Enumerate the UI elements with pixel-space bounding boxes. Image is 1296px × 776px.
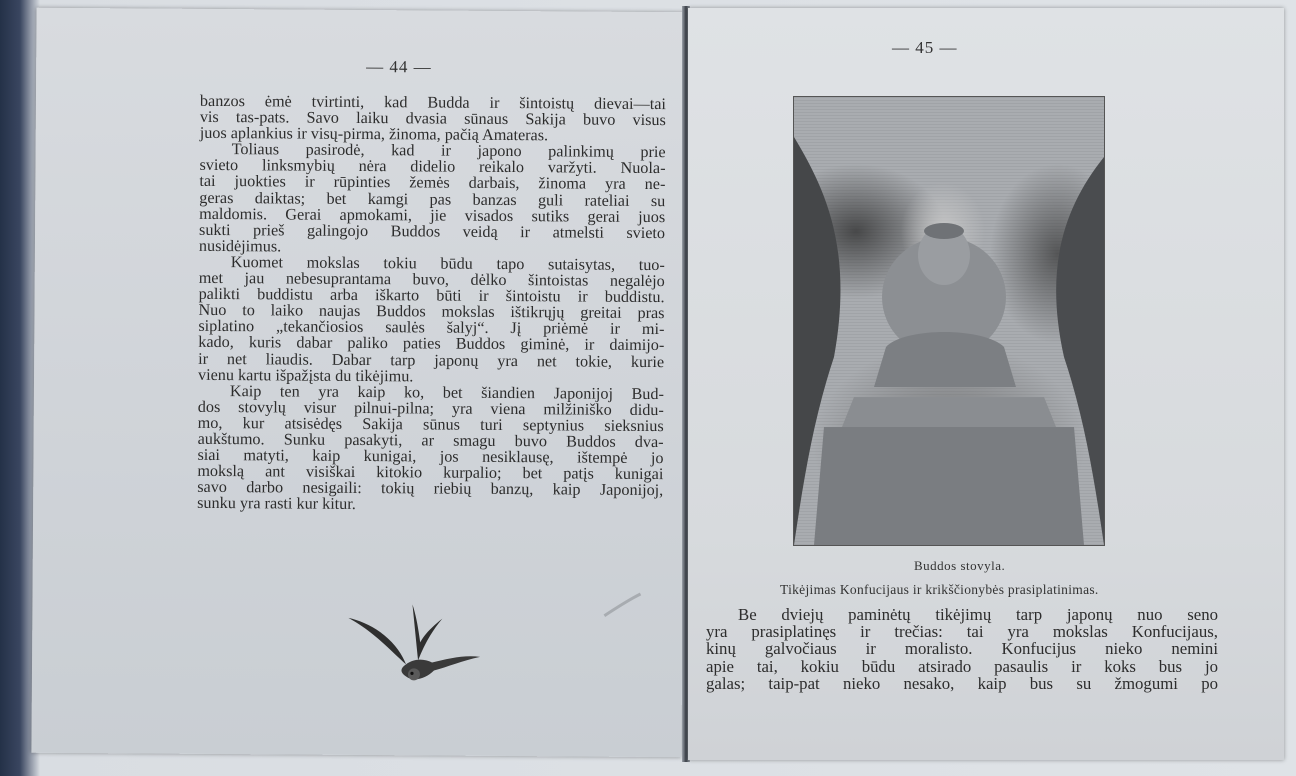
figure-caption: Buddos stovyla.	[914, 558, 1006, 573]
text-line: sukti prieš galingojo Buddos veidą ir atmelsti svieto	[199, 220, 666, 242]
right-page-body	[706, 606, 1218, 692]
text-line: yra prasiplatinęs ir trečias: tai yra mokslas Konfucijaus,	[706, 622, 1218, 642]
text-line: kado, kuris dabar paliko paties Buddos giminė, ir daimijo-	[198, 333, 665, 355]
text-line: banzos ėmė tvirtinti, kad Budda ir šintoistų dievai—tai	[199, 91, 667, 114]
right-page	[688, 8, 1284, 760]
buddha-statue-illustration	[793, 96, 1105, 546]
text-line: Be dviejų paminėtų tikėjimų tarp japonų nuo seno	[738, 605, 1218, 624]
text-line: svieto linksmybių nėra didelio reikalo varžyti. Nuola-	[199, 156, 666, 178]
text-line: mokslą ant visiškai kitokio kurpalio; bet patįs kunigai	[197, 462, 664, 484]
text-line: geras daiktas; bet kamgi pas banzas guli rateliai su	[199, 188, 666, 210]
text-line: dos stovylų visur pilnui-pilna; yra viena milžiniško didu-	[197, 397, 664, 419]
page-number-right: — 45 —	[892, 38, 958, 57]
text-line: met jau nebesuprantama buvo, dėlko šintoistas negalėjo	[198, 268, 665, 291]
text-line: kinų galvočiaus ir moralisto. Konfucijus nieko nemini	[706, 639, 1218, 659]
text-line: Toliaus pasirodė, kad ir japono palinkimų prie	[231, 140, 666, 162]
page-number-left: — 44 —	[366, 57, 432, 77]
text-line: savo darbo nesigaili: tokių riebių banzų, kaip Japonijoj,	[197, 478, 664, 500]
left-page-body	[197, 93, 666, 515]
text-line: Kuomet mokslas tokiu būdu tapo sutaisytas, tuo-	[230, 253, 665, 275]
left-page	[31, 8, 686, 758]
text-line: siai matyti, kaip kunigai, jos nesiklausę, ištempė jo	[197, 445, 664, 468]
text-line: maldomis. Gerai apmokami, jie visados sutiks gerai juos	[199, 204, 666, 226]
text-line: aukštumo. Sunku pasakyti, ar smagu buvo Buddos dva-	[197, 429, 664, 452]
text-line: apie tai, kokiu būdu atsirado pasaulis ir koks bus jo	[706, 656, 1218, 676]
text-line: nusidėjimus.	[198, 236, 282, 256]
text-line: siplatino „tekančiosios saulės šalyj“. Jį priėmė ir mi-	[198, 317, 665, 339]
text-line: vienu kartu išpažįsta du tikėjimu.	[197, 365, 414, 385]
text-line: galas; taip-pat nieko nesako, kaip bus su žmogumi po	[706, 673, 1218, 693]
text-line: Kaip ten yra kaip ko, bet šiandien Japonijoj Bud-	[229, 381, 664, 403]
text-line: Nuo to laiko naujas Buddos mokslas ištikrųjų greitai pras	[198, 301, 665, 323]
text-line: mo, kur atsisėdęs Sakija sūnus turi septynius sieksnius	[197, 413, 664, 436]
section-heading: Tikėjimas Konfucijaus ir krikščionybės prasiplatinimas.	[780, 582, 1099, 597]
text-line: vis tas-pats. Savo laiku dvasia sūnaus Sakija buvo visus	[199, 107, 666, 130]
text-line: tai juokties ir rūpinties žemės darbais, žinoma yra ne-	[199, 172, 666, 194]
text-line: sunku yra rasti kur kitur.	[197, 494, 356, 514]
swallow-ornament	[344, 598, 485, 691]
pencil-mark	[602, 592, 642, 618]
text-line: juos aplankius ir visų-pirma, žinoma, pačią Amateras.	[199, 124, 549, 145]
text-line: palikti buddistu arba iškarto būti ir šintoistu ir buddistu.	[198, 285, 665, 307]
buddha-figure-drawing	[794, 97, 1104, 545]
text-line: ir net liaudis. Dabar tarp japonų yra net tokie, kurie	[198, 349, 665, 371]
